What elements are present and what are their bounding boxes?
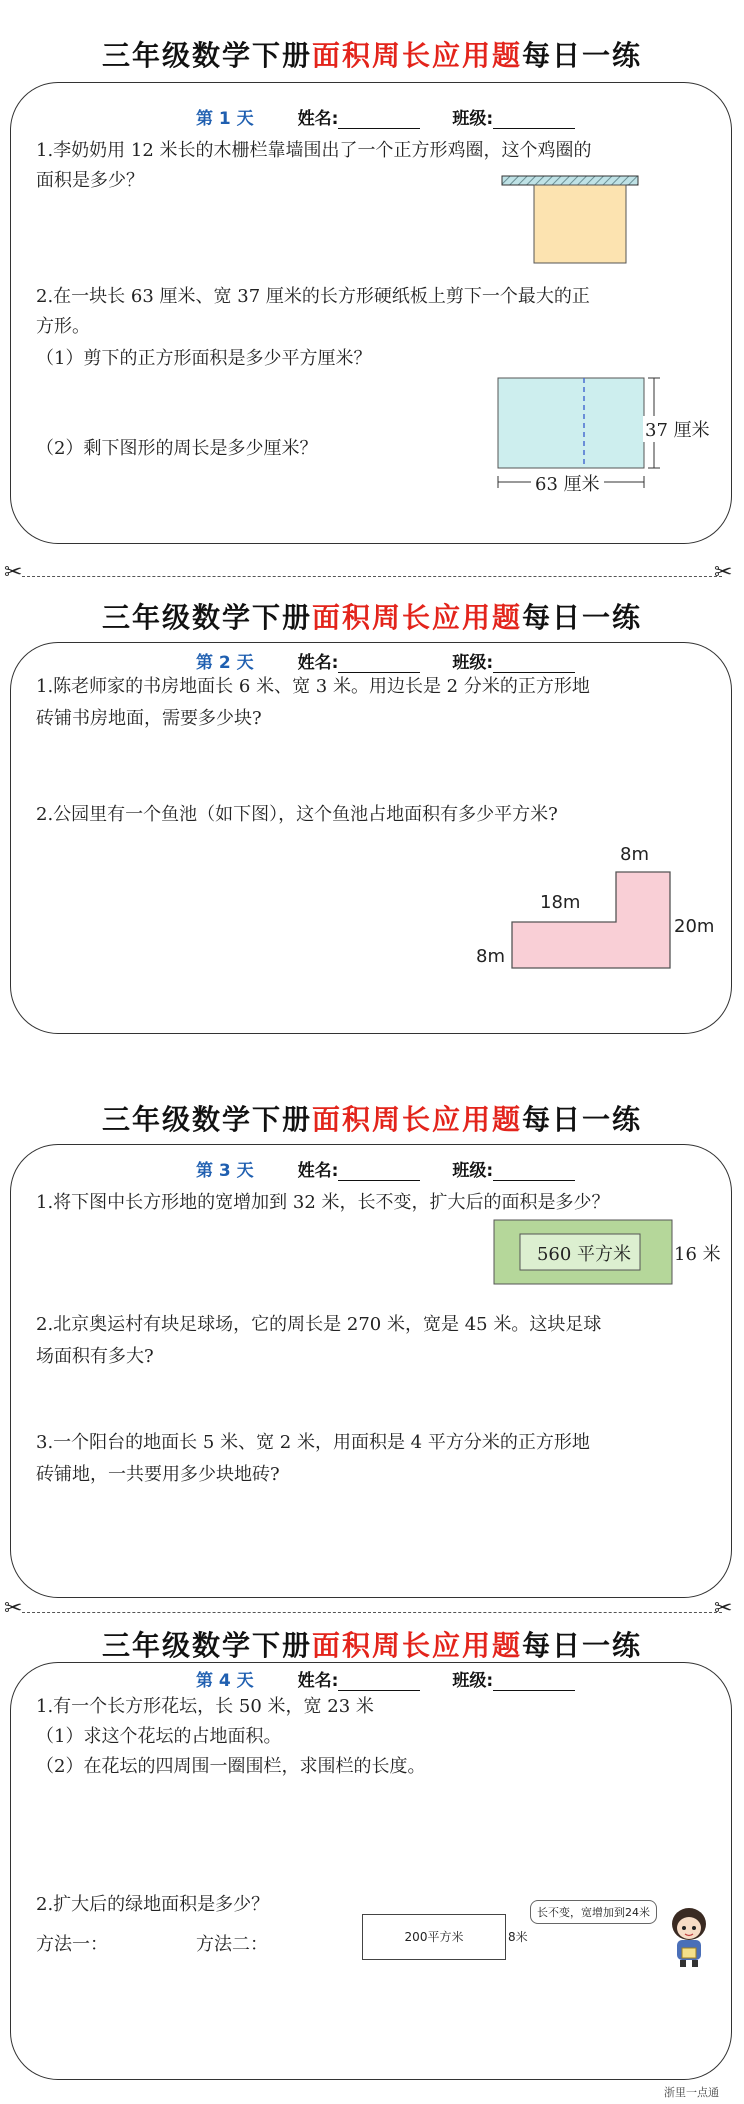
fish-pond-figure	[500, 866, 680, 976]
field-side-label: 16 米	[674, 1244, 721, 1265]
question-text: （2）在花坛的四周围一圈围栏，求围栏的长度。	[36, 1756, 426, 1777]
cut-line	[22, 576, 722, 577]
question-text: （2）剩下图形的周长是多少厘米？	[36, 438, 318, 459]
class-blank[interactable]	[493, 1674, 575, 1691]
height-label: 37 厘米	[643, 416, 712, 442]
day-3-header: 第 3 天 姓名: 班级:	[196, 1156, 575, 1181]
question-text: 2.公园里有一个鱼池（如下图），这个鱼池占地面积有多少平方米?	[36, 804, 558, 825]
coop-figure	[490, 170, 650, 270]
class-blank[interactable]	[493, 112, 575, 129]
question-text: 砖铺书房地面，需要多少块?	[36, 708, 262, 729]
pond-right-label: 20m	[674, 916, 715, 937]
scissors-icon: ✂	[714, 560, 733, 585]
page-title-1: 三年级数学下册面积周长应用题每日一练	[101, 39, 643, 72]
name-blank[interactable]	[338, 1164, 420, 1181]
question-text: （1）剪下的正方形面积是多少平方厘米？	[36, 348, 372, 369]
pond-top-label: 8m	[620, 844, 649, 865]
pond-upper-left-label: 18m	[540, 892, 581, 913]
footer-watermark: 浙里一点通	[664, 2086, 719, 2099]
question-text: 1.李奶奶用 12 米长的木栅栏靠墙围出了一个正方形鸡圈，这个鸡圈的	[36, 140, 592, 161]
day-1-header: 第 1 天 姓名: 班级:	[196, 104, 575, 129]
girl-avatar-icon	[664, 1904, 714, 1968]
question-text: 方形。	[36, 316, 90, 337]
day-label: 第 3 天	[196, 1161, 254, 1181]
class-blank[interactable]	[493, 656, 575, 673]
question-text: 2.在一块长 63 厘米、宽 37 厘米的长方形硬纸板上剪下一个最大的正	[36, 286, 590, 307]
hint-speech-bubble: 长不变，宽增加到24米	[530, 1900, 657, 1924]
name-blank[interactable]	[338, 1674, 420, 1691]
day-label: 第 4 天	[196, 1671, 254, 1691]
green-side-label: 8米	[508, 1930, 528, 1944]
scissors-icon: ✂	[4, 1596, 23, 1621]
page-title-3: 三年级数学下册面积周长应用题每日一练	[101, 1103, 643, 1136]
question-text: （1）求这个花坛的占地面积。	[36, 1726, 282, 1747]
cut-line	[22, 1612, 722, 1613]
question-text: 1.将下图中长方形地的宽增加到 32 米，长不变，扩大后的面积是多少？	[36, 1192, 610, 1213]
question-text: 砖铺地，一共要用多少块地砖?	[36, 1464, 280, 1485]
day-label: 第 1 天	[196, 109, 254, 129]
name-blank[interactable]	[338, 112, 420, 129]
cardboard-rect	[498, 378, 644, 468]
day-label: 第 2 天	[196, 653, 254, 673]
page-title-4: 三年级数学下册面积周长应用题每日一练	[101, 1629, 643, 1662]
scissors-icon: ✂	[4, 560, 23, 585]
question-text: 1.有一个长方形花坛，长 50 米，宽 23 米	[36, 1696, 374, 1717]
width-label: 63 厘米	[531, 470, 604, 496]
method-one-label: 方法一：	[36, 1934, 108, 1955]
field-area-label: 560 平方米	[536, 1244, 632, 1265]
square-coop	[534, 185, 626, 263]
day-2-header: 第 2 天 姓名: 班级:	[196, 648, 575, 673]
question-text: 面积是多少？	[36, 170, 144, 191]
pond-left-label: 8m	[476, 946, 505, 967]
question-text: 2.扩大后的绿地面积是多少？	[36, 1894, 270, 1915]
name-blank[interactable]	[338, 656, 420, 673]
day-4-header: 第 4 天 姓名: 班级:	[196, 1666, 575, 1691]
method-two-label: 方法二：	[196, 1934, 268, 1955]
class-blank[interactable]	[493, 1164, 575, 1181]
question-text: 1.陈老师家的书房地面长 6 米、宽 3 米。用边长是 2 分米的正方形地	[36, 676, 590, 697]
question-text: 2.北京奥运村有块足球场，它的周长是 270 米，宽是 45 米。这块足球	[36, 1314, 602, 1335]
scissors-icon: ✂	[714, 1596, 733, 1621]
question-text: 3.一个阳台的地面长 5 米、宽 2 米，用面积是 4 平方分米的正方形地	[36, 1432, 590, 1453]
wall	[502, 176, 638, 185]
page-title-2: 三年级数学下册面积周长应用题每日一练	[101, 601, 643, 634]
l-shaped-pond	[512, 872, 670, 968]
green-area-box: 200平方米	[362, 1914, 506, 1960]
question-text: 场面积有多大?	[36, 1346, 154, 1367]
